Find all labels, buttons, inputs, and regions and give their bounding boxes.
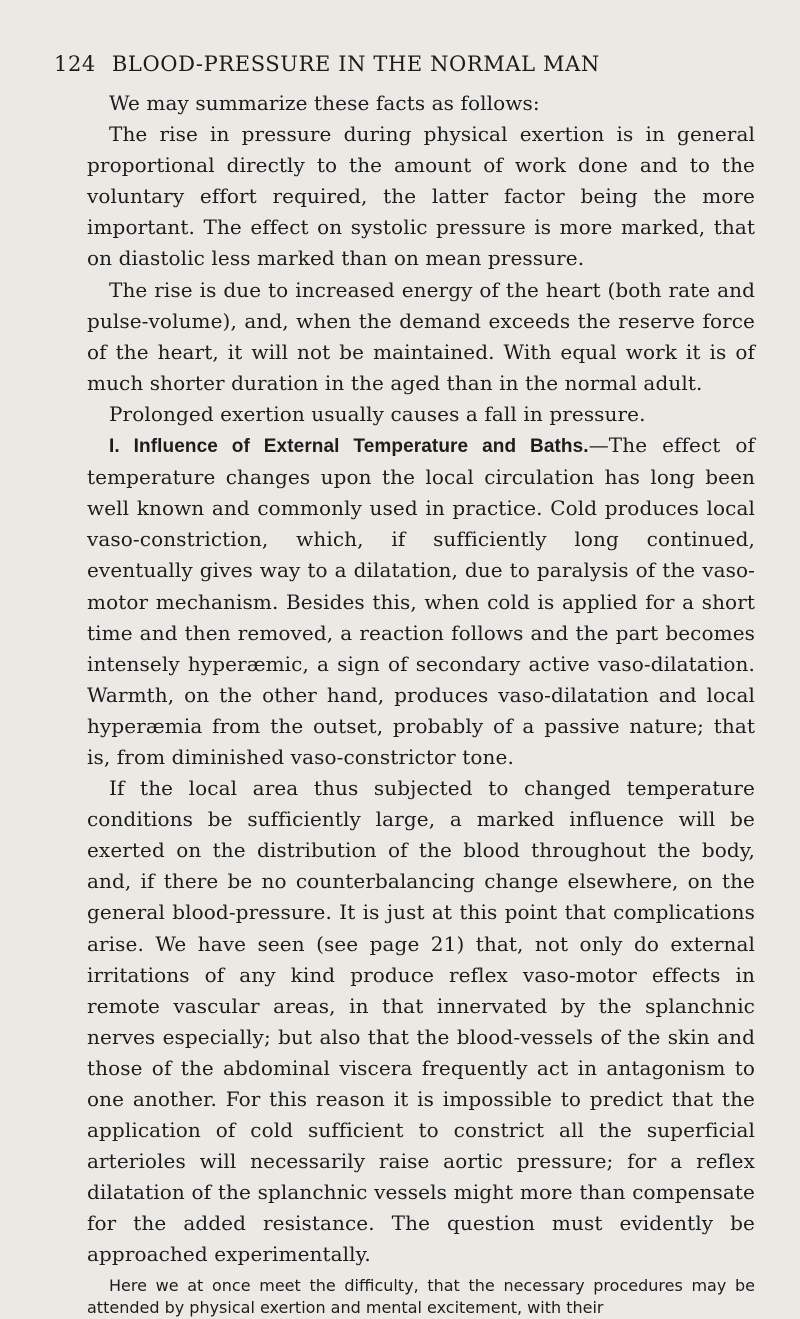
book-page — [54, 52, 760, 1319]
section-heading: I. Influence of External Temperature and Baths. — [109, 436, 589, 458]
main-text — [87, 88, 755, 1271]
summary-point: The rise in pressure during physical exertion is in general proportional directly to the amount of work done and to the voluntary effort required, the latter factor being the more important. The effect on systolic pressure is more marked, that on diastolic less marked than on mean pressure. — [87, 122, 755, 271]
page-number: 124 — [54, 52, 96, 76]
summary-point: The rise is due to increased energy of the heart (both rate and pulse-volume), and, when the demand exceeds the reserve force of the heart, it will not be maintained. With equal work it is of much shorter duration in the aged than in the normal adult. — [87, 277, 755, 395]
summary-point: Prolonged exertion usually causes a fall in pressure. — [109, 401, 646, 426]
running-title: BLOOD-PRESSURE IN THE NORMAL MAN — [111, 52, 600, 76]
small-print-paragraph — [87, 1275, 755, 1319]
section-paragraph-2: If the local area thus subjected to changed temperature conditions be sufficiently large, a marked influence will be exerted on the distribution of the blood throughout the body, and, if there be no counterbalancing change elsewhere, on the general blood-pressure. It is just at this point that complications arise. We have seen (see page 21) that, not only do external irritations of any kind produce reflex vaso-motor effects in remote vascular areas, in that innervated by the splanchnic nerves especially; but also that the blood-vessels of the skin and those of the abdominal viscera frequently act in antagonism to one another. For this reason it is impossible to predict that the application of cold sufficient to constrict all the superficial arterioles will necessarily raise aortic pressure; for a reflex dilatation of the splanchnic vessels might more than compensate for the added resistance. The question must evidently be approached experimentally. — [87, 776, 755, 1267]
summary-intro: We may summarize these facts as follows: — [109, 91, 540, 115]
section-paragraph — [87, 430, 755, 773]
section-lead-text: —The effect of temperature changes upon the local circulation has long been well known and commonly used in practice. Cold produces local vaso-constriction, which, if sufficiently long continued, eventually gives way to a dilatation, due to paralysis of the vaso-motor mechanism. Besides this, when cold is applied for a short time and then removed, a reaction follows and the part becomes intensely hyperæmic, a sign of secondary active vaso-dilatation. Warmth, on the other hand, produces vaso-dilatation and local hyperæmia from the outset, probably of a passive nature; that is, from diminished vaso-constrictor tone. — [87, 433, 755, 769]
small-print-text: Here we at once meet the difficulty, that the necessary procedures may be attended by physical exertion and mental excitement, with their — [87, 1275, 755, 1317]
running-head — [54, 52, 760, 76]
